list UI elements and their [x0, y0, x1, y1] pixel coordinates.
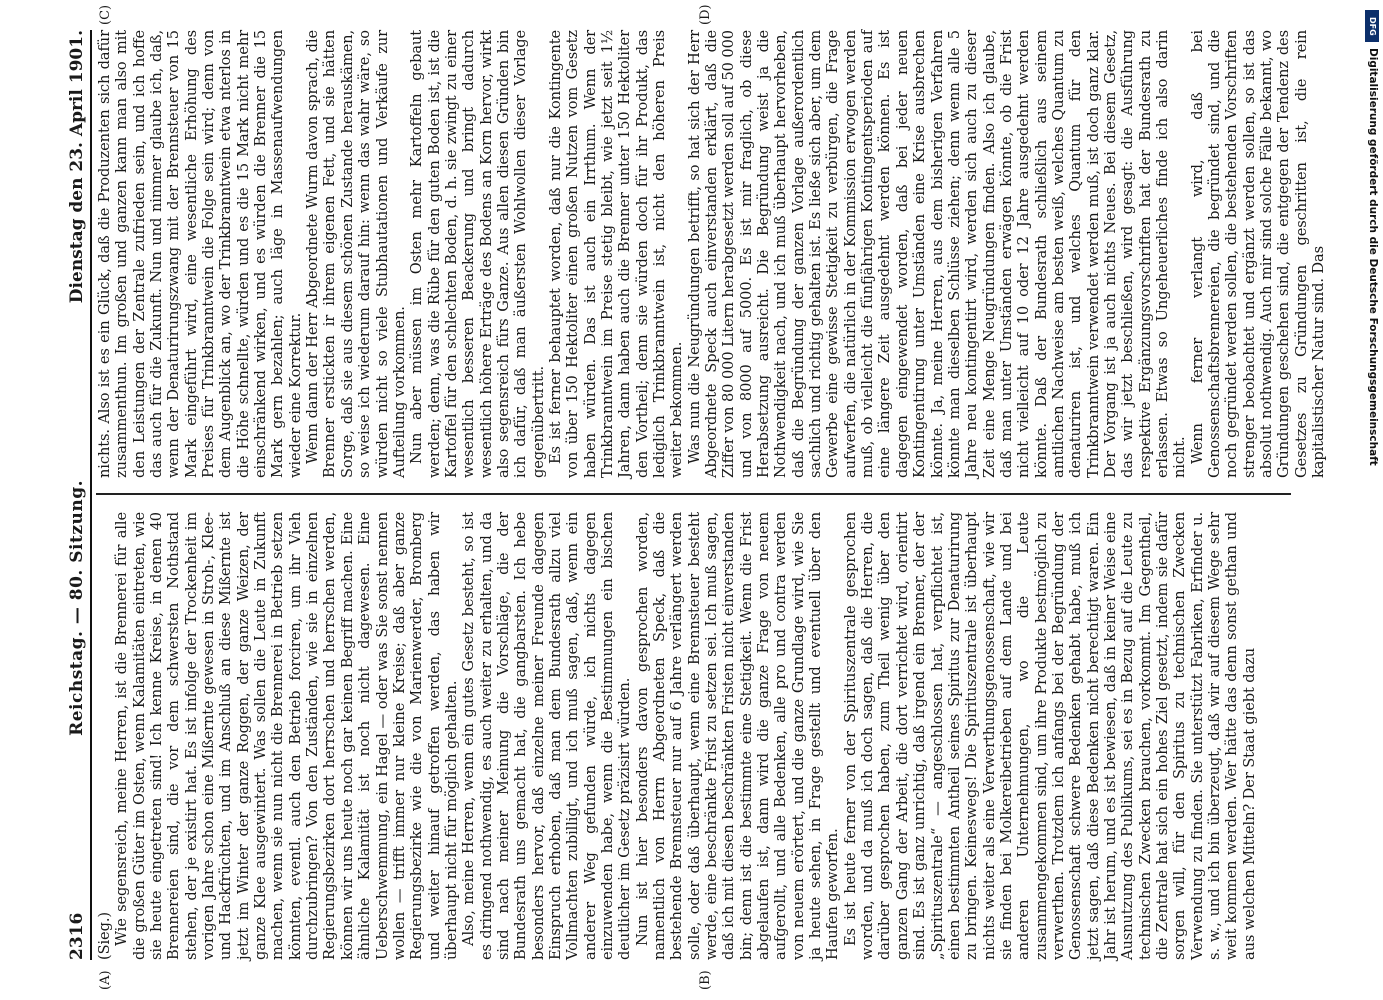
paragraph: Wenn ferner verlangt wird, daß bei Genossenschaftsbrennereien, die begründet sind, und die noch gegründet werden sollen, die bestehenden Vorschriften strenger beobachtet und ergänzt werden sollen, so ist das absolut nothwendig. Auch mir sind solche Fälle bekannt, wo Gründungen geschehen sind, die entgegen der Tendenz des Gesetzes zu Gründungen geschritten ist, die rein kapitalistischer Natur sind. Das	[1188, 30, 1328, 478]
session-title: Reichstag. — 80. Sitzung.	[67, 479, 87, 736]
column-divider	[96, 493, 1291, 495]
left-column	[96, 512, 1296, 960]
text-columns	[96, 30, 1328, 960]
right-column	[96, 30, 1328, 478]
page-number: 2316	[67, 912, 87, 960]
margin-marker-a: (A)	[98, 970, 113, 990]
session-date: Dienstag den 23. April 1901.	[67, 30, 87, 304]
paragraph: nichts. Also ist es ein Glück, daß die Produzenten sich dafür zusammenthun. Im großen und ganzen kann man also mit den Leistungen der Zentrale zufrieden sein, und ich hoffe das auch für die Zukunft. Nun und nimmer glaube ich, daß, wenn der Denaturirungszwang mit der Brennsteuer von 15 Mark eingeführt wird, eine wesentliche Erhöhung des Preises für Trinkbranntwein die Folge sein wird; denn von dem Augenblick an, wo der Trinkbranntwein etwa nterlos in die Höhe schnellte, würden und es die 15 Mark nicht mehr einschränkend wirken, und es würden die Brenner die 15 Mark gern bezahlen; auch läge in Massenaufwendungen wieder eine Korrektur.	[96, 30, 304, 478]
dfg-logo: DFG	[1365, 10, 1379, 42]
paragraph: Nun ist hier besonders davon gesprochen worden, namentlich von Herrn Abgeordneten Speck, daß die bestehende Brennsteuer nur auf 6 Jahre verlängert werden solle, oder daß überhaupt, wenn eine Brennsteuer besteht werde, eine beschränkte Frist zu setzen sei. Ich muß sagen, daß ich mit diesen beschränkten Fristen nicht einverstanden bin; denn ist die bestimmte eine Stetigkeit. Wenn die Frist abgelaufen ist, dann wird die ganze Frage von neuem aufgerollt, und alle Bedenken, alle pro und contra werden von neuem erörtert, und die ganze Grundlage wird, wie Sie ja heute sehen, in Frage gestellt und eventuell über den Haufen geworfen.	[633, 512, 842, 960]
paragraph: Es ist heute ferner von der Spirituszentrale gesprochen worden, und da muß ich doch sagen, daß die Herren, die darüber gesprochen haben, zum Theil wenig über den ganzen Gang der Arbeit, die dort verrichtet wird, orientirt sind. Es ist ganz unrichtig, daß irgend ein Brenner, der der „Spirituszentrale“ — angeschlossen hat, verpflichtet ist, einen bestimmten Antheil seines Spiritus zur Denaturirung zu bringen. Keineswegs! Die Spirituszentrale ist überhaupt nichts weiter als eine Verwerthungsgenossenschaft, wie wir sie finden bei Molkereibetrieben auf dem Lande und bei anderen Unternehmungen, wo die Leute zusammengekommen sind, um ihre Produkte bestmöglich zu verwerthen. Trotzdem ich anfangs bei der Begründung der Genossenschaft schwere Bedenken gehabt habe, muß ich jetzt sagen, daß diese Bedenken nicht berechtigt waren. Ein Jahr ist herum, und es ist bewiesen, daß in keiner Weise eine Ausnutzung des Publikums, sei es in Bezug auf die Leute zu technischen Zwecken brauchen, vorkommt. Im Gegentheil, die Zentrale hat sich ein hohes Ziel gesetzt, indem sie dafür sorgen will, für den Spiritus zu technischen Zwecken Verwendung zu finden. Sie unterstützt Fabriken, Erfinder u. s. w., und ich bin überzeugt, daß wir auf diesem Wege sehr weit kommen werden. Wer hätte das denn sonst gethan und aus welchen Mitteln? Der Staat giebt dazu	[841, 512, 1258, 960]
paragraph: Wie segensreich, meine Herren, ist die Brennerei für alle die großen Güter im Osten, wenn Kalamitäten eintreten, wie sie heute eingetreten sind! Ich kenne Kreise, in denen 40 Brennereien sind, die vor dem schwersten Nothstand stehen, der je existirt hat. Es ist infolge der Trockenheit im vorigen Jahre schon eine Mißernte gewesen in Stroh-, Klee- und Hackfrüchten, und im Anschluß an diese Mißernte ist jetzt im Winter der ganze Roggen, der ganze Weizen, der ganze Klee ausgewintert. Was sollen die Leute in Zukunft machen, wenn sie nun nicht die Brennerei in Betrieb setzen könnten, eventl. auch den Betrieb forciren, um ihr Vieh durchzubringen? Von den Zuständen, wie sie in einzelnen Regierungsbezirken dort herrschen und herrschen werden, können wir uns heute noch gar keinen Begriff machen. Eine ähnliche Kalamität ist noch nicht dagewesen. Eine Ueberschwemmung, ein Hagel — oder was Sie sonst nennen wollen — trifft immer nur kleine Kreise; daß aber ganze Regierungsbezirke wie die von Marienwerder, Bromberg und weiter hinauf getroffen werden, das haben wir überhaupt nicht für möglich gehalten.	[113, 512, 460, 960]
speaker-label: (Sieg.)	[96, 912, 113, 960]
page-header	[58, 30, 92, 960]
digitization-credit: Digitalisierung gefördert durch die Deutsche Forschungsgemeinschaft	[1367, 48, 1379, 466]
paragraph: Es ist ferner behauptet worden, daß nur die Kontingente von über 150 Hektoliter einen großen Nutzen vom Gesetz haben würden. Das ist auch ein Irrthum. Wenn der Trinkbranntwein im Preise stetig bleibt, wie jetzt seit 1½ Jahren, dann haben auch die Brenner unter 150 Hektoliter den Vortheil; denn sie würden doch für ihr Produkt, das lediglich Trinkbranntwein ist, nicht den höheren Preis weiter bekommen.	[546, 30, 686, 478]
paragraph: Also, meine Herren, wenn ein gutes Gesetz besteht, so ist es dringend nothwendig, es auch weiter zu erhalten, und da sind nach meiner Meinung die Vorschläge, die der Bundesrath uns gemacht hat, die gangbarsten. Ich hebe besonders hervor, daß einzelne meiner Freunde dagegen Einspruch erhoben, daß man dem Bundesrath allzu viel Vollmachten zubilligt, und ich muß sagen, daß, wenn ein anderer Weg gefunden würde, ich nichts dagegen einzuwenden habe, wenn die Bestimmungen ein bischen deutlicher im Gesetz präzisirt würden.	[460, 512, 634, 960]
margin-marker-c: (C)	[98, 4, 113, 25]
paragraph: Wenn dann der Herr Abgeordnete Wurm davon sprach, die Brenner erstickten ir ihrem eigenen Fett, und sie hätten Sorge, daß sie aus diesem schönen Zustande herauskämen, so weise ich wiederum darauf hin: wenn das wahr wäre, so würden nicht so viele Stubhautationen und Verkäufe zur Aufteilung vorkommen.	[304, 30, 408, 478]
margin-marker-b: (B)	[698, 970, 713, 990]
page-sheet	[58, 4, 1328, 990]
paragraph: Nun aber müssen im Osten mehr Kartoffeln gebaut werden; denn, was die Rübe für den guten Boden ist, ist die Kartoffel für den schlechten Boden, d. h. sie zwingt zu einer wesentlich besseren Beackerung und bringt dadurch wesentlich höhere Erträge des Bodens an Korn hervor, wirkt also segensreich fürs Ganze. Aus allen diesen Gründen bin ich dafür, daß man äußersten Wohlwollen dieser Vorlage gegenübertritt.	[408, 30, 547, 478]
paragraph: Was nun die Neugründungen betrifft, so hat sich der Herr Abgeordnete Speck auch einverstanden erklärt, daß die Ziffer von 80 000 Litern herabgesetzt werden soll auf 50 000 und von 8000 auf 5000. Es ist mir fraglich, ob diese Herabsetzung ausreicht. Die Begründung weist ja die Nothwendigkeit nach, und ich muß überhaupt hervorheben, daß die Begründung der ganzen Vorlage außerordentlich sachlich und richtig gehalten ist. Es ließe sich aber, um dem Gewerbe eine gewisse Stetigkeit zu verbürgen, die Frage aufwerfen, die natürlich in der Kommission erwogen werden muß, ob vielleicht die fünfjährigen Kontingentsperioden auf eine längere Zeit ausgedehnt werden können. Es ist dagegen eingewendet worden, daß bei jeder neuen Kontingentirung unter Umständen eine Krise ausbrechen könnte. Ja, meine Herren, aus dem bisherigen Verfahren könnte man dieselben Schlüsse ziehen; denn wenn alle 5 Jahre neu kontingentirt wird, werden sich auch zu dieser Zeit eine Menge Neugründungen finden. Also ich glaube, daß man unter Umständen erwägen könnte, ob die Frist nicht vielleicht auf 10 oder 12 Jahre ausgedehnt werden könnte. Daß der Bundesrath schließlich aus seinem amtlichen Nachweise am besten weiß, welches Quantum zu denaturiren ist, und welches Quantum für den Trinkbranntwein verwendet werden muß, ist doch ganz klar. Der Vorgang ist ja auch nichts Neues. Bei diesem Gesetz, das wir jetzt beschließen, wird gesagt: die Ausführung respektive Ergänzungsvorschriften hat der Bundesrath zu erlassen. Etwas so Ungeheuerliches finde ich also darin nicht.	[685, 30, 1189, 478]
margin-marker-d: (D)	[698, 4, 713, 25]
